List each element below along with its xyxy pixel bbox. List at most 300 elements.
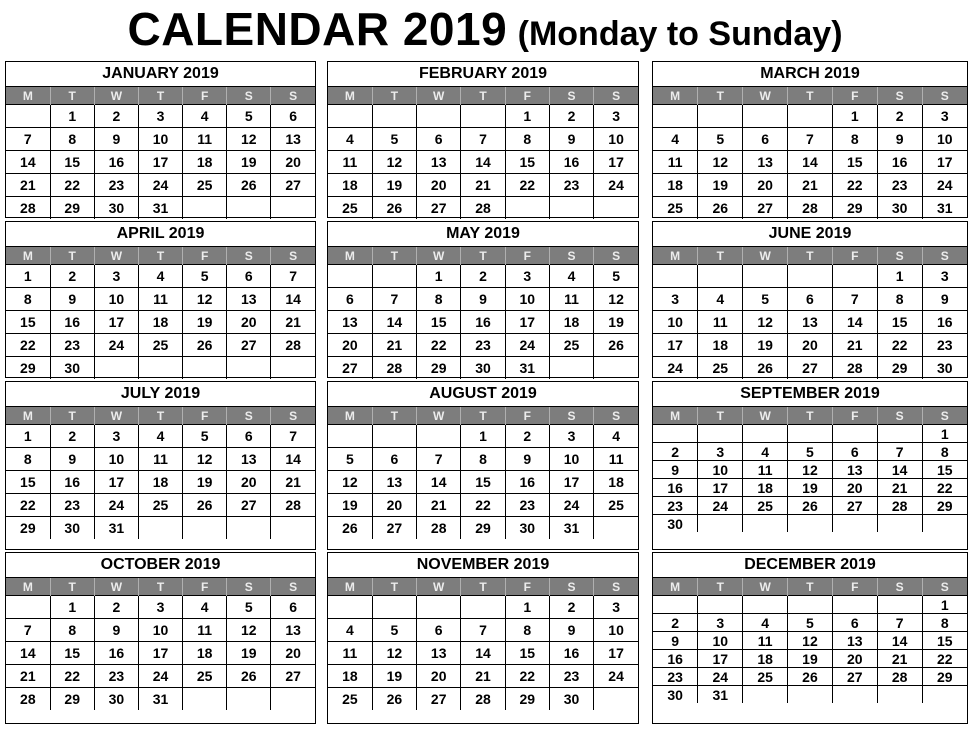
weekday-label: T	[698, 407, 743, 425]
day-cell: 12	[227, 619, 271, 642]
day-cell: 22	[922, 479, 967, 497]
week-row	[328, 494, 638, 517]
week-row	[328, 642, 638, 665]
day-cell: 30	[505, 517, 549, 540]
empty-day-cell	[922, 515, 967, 533]
month-title: JULY 2019	[6, 382, 315, 407]
day-cell: 8	[505, 128, 549, 151]
day-cell: 19	[183, 311, 227, 334]
day-cell: 21	[417, 494, 461, 517]
empty-day-cell	[788, 105, 833, 128]
day-cell: 20	[417, 174, 461, 197]
weekday-label: W	[94, 87, 138, 105]
weekday-label: S	[877, 87, 922, 105]
day-cell: 26	[328, 517, 372, 540]
day-cell: 29	[877, 357, 922, 380]
day-cell: 9	[549, 619, 593, 642]
day-cell: 21	[877, 479, 922, 497]
empty-day-cell	[698, 596, 743, 614]
day-cell: 17	[594, 151, 638, 174]
day-cell: 28	[832, 357, 877, 380]
weekday-label: T	[461, 87, 505, 105]
day-cell: 23	[922, 334, 967, 357]
day-cell: 13	[227, 288, 271, 311]
day-cell: 24	[594, 665, 638, 688]
day-cell: 3	[94, 425, 138, 448]
day-cell: 29	[922, 497, 967, 515]
day-cell: 11	[328, 642, 372, 665]
day-cell: 16	[877, 151, 922, 174]
weekday-header-row	[653, 87, 967, 105]
weekday-label: F	[832, 578, 877, 596]
day-cell: 4	[183, 105, 227, 128]
day-cell: 23	[505, 494, 549, 517]
day-cell: 21	[271, 471, 315, 494]
weekday-label: S	[549, 87, 593, 105]
day-cell: 3	[653, 288, 698, 311]
day-cell: 19	[227, 642, 271, 665]
weekday-label: T	[50, 247, 94, 265]
day-cell: 27	[372, 517, 416, 540]
day-cell: 28	[417, 517, 461, 540]
day-cell: 24	[505, 334, 549, 357]
empty-day-cell	[832, 265, 877, 288]
day-cell: 22	[6, 494, 50, 517]
day-cell: 6	[271, 105, 315, 128]
day-cell: 27	[227, 334, 271, 357]
day-cell: 7	[461, 128, 505, 151]
day-cell: 26	[372, 197, 416, 220]
day-cell: 12	[788, 632, 833, 650]
day-cell: 22	[922, 650, 967, 668]
day-cell: 8	[50, 619, 94, 642]
day-cell: 29	[922, 668, 967, 686]
day-cell: 10	[922, 128, 967, 151]
day-cell: 1	[50, 596, 94, 619]
weekday-label: S	[227, 578, 271, 596]
week-row	[6, 288, 315, 311]
weekday-label: S	[271, 247, 315, 265]
day-cell: 6	[417, 128, 461, 151]
day-cell: 18	[183, 151, 227, 174]
day-cell: 1	[6, 265, 50, 288]
day-cell: 15	[877, 311, 922, 334]
day-cell: 8	[832, 128, 877, 151]
day-cell: 24	[138, 174, 182, 197]
day-cell: 4	[743, 614, 788, 632]
day-cell: 30	[877, 197, 922, 220]
month-title: JANUARY 2019	[6, 62, 315, 87]
weekday-label: S	[271, 87, 315, 105]
day-cell: 10	[594, 619, 638, 642]
day-cell: 26	[743, 357, 788, 380]
weekday-label: T	[788, 407, 833, 425]
day-cell: 23	[877, 174, 922, 197]
day-cell: 13	[328, 311, 372, 334]
weekday-label: F	[832, 247, 877, 265]
day-cell: 26	[788, 497, 833, 515]
day-cell: 9	[94, 619, 138, 642]
day-cell: 5	[183, 265, 227, 288]
empty-day-cell	[6, 596, 50, 619]
day-cell: 17	[594, 642, 638, 665]
weekday-label: M	[328, 87, 372, 105]
day-cell: 14	[877, 632, 922, 650]
day-cell: 25	[743, 668, 788, 686]
day-cell: 23	[461, 334, 505, 357]
week-row	[328, 311, 638, 334]
weekday-label: M	[6, 578, 50, 596]
week-row	[328, 688, 638, 711]
empty-day-cell	[227, 197, 271, 220]
day-cell: 19	[372, 174, 416, 197]
weekday-label: S	[594, 247, 638, 265]
day-cell: 27	[743, 197, 788, 220]
day-cell: 5	[788, 443, 833, 461]
day-cell: 13	[832, 461, 877, 479]
week-row	[6, 448, 315, 471]
weekday-header-row	[6, 407, 315, 425]
day-cell: 16	[94, 151, 138, 174]
day-cell: 24	[549, 494, 593, 517]
day-cell: 6	[227, 265, 271, 288]
weekday-label: F	[505, 87, 549, 105]
month-title: SEPTEMBER 2019	[653, 382, 967, 407]
day-cell: 27	[832, 497, 877, 515]
month-block	[327, 221, 639, 378]
week-row	[6, 105, 315, 128]
day-cell: 21	[6, 174, 50, 197]
weekday-header-row	[328, 247, 638, 265]
day-cell: 9	[877, 128, 922, 151]
empty-day-cell	[594, 517, 638, 540]
weekday-header-row	[328, 578, 638, 596]
empty-day-cell	[832, 425, 877, 443]
weekday-label: S	[271, 407, 315, 425]
day-cell: 24	[653, 357, 698, 380]
empty-day-cell	[271, 688, 315, 711]
weekday-label: W	[743, 407, 788, 425]
day-cell: 1	[877, 265, 922, 288]
week-row	[328, 665, 638, 688]
day-cell: 25	[328, 688, 372, 711]
weekday-label: S	[922, 578, 967, 596]
day-cell: 20	[271, 151, 315, 174]
day-cell: 26	[227, 665, 271, 688]
day-cell: 20	[328, 334, 372, 357]
day-cell: 9	[653, 632, 698, 650]
day-cell: 6	[417, 619, 461, 642]
day-cell: 7	[271, 265, 315, 288]
day-cell: 7	[788, 128, 833, 151]
day-cell: 18	[653, 174, 698, 197]
day-cell: 10	[549, 448, 593, 471]
day-cell: 23	[653, 668, 698, 686]
empty-day-cell	[788, 425, 833, 443]
day-cell: 22	[50, 665, 94, 688]
week-row	[653, 686, 967, 704]
weekday-label: T	[788, 578, 833, 596]
day-cell: 30	[50, 517, 94, 540]
day-cell: 22	[832, 174, 877, 197]
day-cell: 4	[594, 425, 638, 448]
empty-day-cell	[227, 688, 271, 711]
week-row	[653, 668, 967, 686]
day-cell: 24	[138, 665, 182, 688]
day-cell: 5	[227, 596, 271, 619]
day-cell: 11	[138, 288, 182, 311]
day-cell: 22	[461, 494, 505, 517]
empty-day-cell	[832, 515, 877, 533]
month-title: FEBRUARY 2019	[328, 62, 638, 87]
week-row	[328, 357, 638, 380]
day-cell: 25	[698, 357, 743, 380]
day-cell: 2	[653, 614, 698, 632]
month-title: AUGUST 2019	[328, 382, 638, 407]
week-row	[328, 596, 638, 619]
day-cell: 15	[6, 311, 50, 334]
week-row	[653, 288, 967, 311]
day-cell: 12	[743, 311, 788, 334]
week-row	[328, 288, 638, 311]
week-row	[328, 425, 638, 448]
weekday-label: T	[698, 578, 743, 596]
week-row	[653, 334, 967, 357]
day-cell: 18	[183, 642, 227, 665]
day-cell: 4	[328, 128, 372, 151]
day-cell: 13	[417, 642, 461, 665]
month-block	[652, 61, 968, 218]
weekday-label: M	[328, 578, 372, 596]
day-cell: 7	[6, 619, 50, 642]
day-cell: 22	[6, 334, 50, 357]
empty-day-cell	[788, 515, 833, 533]
day-cell: 2	[461, 265, 505, 288]
empty-day-cell	[461, 105, 505, 128]
empty-day-cell	[549, 357, 593, 380]
weekday-label: T	[138, 87, 182, 105]
day-cell: 2	[50, 265, 94, 288]
day-cell: 5	[698, 128, 743, 151]
day-cell: 25	[138, 334, 182, 357]
day-cell: 31	[698, 686, 743, 704]
day-cell: 28	[877, 668, 922, 686]
day-cell: 1	[505, 105, 549, 128]
day-cell: 11	[743, 461, 788, 479]
day-cell: 1	[505, 596, 549, 619]
day-cell: 20	[832, 479, 877, 497]
month-table	[653, 407, 967, 532]
month-table	[6, 407, 315, 539]
empty-day-cell	[271, 517, 315, 540]
empty-day-cell	[788, 686, 833, 704]
day-cell: 26	[788, 668, 833, 686]
month-block	[5, 221, 316, 378]
day-cell: 28	[461, 688, 505, 711]
day-cell: 14	[832, 311, 877, 334]
day-cell: 10	[594, 128, 638, 151]
week-row	[6, 197, 315, 220]
weekday-label: T	[372, 578, 416, 596]
day-cell: 29	[832, 197, 877, 220]
empty-day-cell	[743, 596, 788, 614]
week-row	[653, 151, 967, 174]
day-cell: 11	[743, 632, 788, 650]
week-row	[6, 311, 315, 334]
empty-day-cell	[698, 425, 743, 443]
day-cell: 15	[505, 642, 549, 665]
week-row	[6, 425, 315, 448]
weekday-label: W	[743, 87, 788, 105]
day-cell: 18	[328, 665, 372, 688]
day-cell: 21	[461, 665, 505, 688]
day-cell: 14	[6, 151, 50, 174]
empty-day-cell	[183, 357, 227, 380]
weekday-label: M	[653, 578, 698, 596]
day-cell: 16	[94, 642, 138, 665]
day-cell: 24	[922, 174, 967, 197]
day-cell: 9	[505, 448, 549, 471]
day-cell: 10	[138, 619, 182, 642]
empty-day-cell	[922, 686, 967, 704]
day-cell: 10	[94, 288, 138, 311]
weekday-header-row	[6, 578, 315, 596]
day-cell: 21	[788, 174, 833, 197]
week-row	[6, 688, 315, 711]
day-cell: 29	[6, 357, 50, 380]
day-cell: 11	[183, 619, 227, 642]
day-cell: 31	[94, 517, 138, 540]
day-cell: 2	[549, 596, 593, 619]
empty-day-cell	[417, 105, 461, 128]
month-table	[328, 87, 638, 219]
day-cell: 22	[50, 174, 94, 197]
day-cell: 14	[788, 151, 833, 174]
day-cell: 18	[138, 311, 182, 334]
day-cell: 26	[183, 334, 227, 357]
day-cell: 30	[922, 357, 967, 380]
weekday-label: M	[328, 247, 372, 265]
title-main: CALENDAR 2019	[127, 3, 508, 55]
week-row	[328, 151, 638, 174]
empty-day-cell	[653, 596, 698, 614]
day-cell: 16	[50, 311, 94, 334]
month-title: NOVEMBER 2019	[328, 553, 638, 578]
day-cell: 2	[50, 425, 94, 448]
day-cell: 27	[271, 665, 315, 688]
day-cell: 26	[227, 174, 271, 197]
day-cell: 18	[138, 471, 182, 494]
day-cell: 11	[594, 448, 638, 471]
day-cell: 3	[594, 596, 638, 619]
day-cell: 6	[832, 614, 877, 632]
day-cell: 29	[50, 197, 94, 220]
week-row	[6, 642, 315, 665]
day-cell: 18	[549, 311, 593, 334]
day-cell: 14	[461, 642, 505, 665]
weekday-label: S	[549, 407, 593, 425]
day-cell: 19	[788, 479, 833, 497]
day-cell: 12	[594, 288, 638, 311]
empty-day-cell	[417, 425, 461, 448]
empty-day-cell	[328, 265, 372, 288]
week-row	[653, 596, 967, 614]
day-cell: 23	[94, 174, 138, 197]
day-cell: 5	[788, 614, 833, 632]
day-cell: 10	[94, 448, 138, 471]
weekday-label: T	[461, 578, 505, 596]
day-cell: 23	[653, 497, 698, 515]
week-row	[6, 665, 315, 688]
day-cell: 16	[505, 471, 549, 494]
day-cell: 9	[94, 128, 138, 151]
week-row	[653, 443, 967, 461]
day-cell: 28	[271, 334, 315, 357]
weekday-label: W	[417, 407, 461, 425]
day-cell: 10	[653, 311, 698, 334]
empty-day-cell	[877, 425, 922, 443]
day-cell: 16	[653, 650, 698, 668]
month-block	[5, 381, 316, 550]
week-row	[6, 517, 315, 540]
month-title: DECEMBER 2019	[653, 553, 967, 578]
day-cell: 25	[653, 197, 698, 220]
day-cell: 26	[698, 197, 743, 220]
empty-day-cell	[743, 265, 788, 288]
day-cell: 12	[698, 151, 743, 174]
weekday-label: W	[417, 87, 461, 105]
day-cell: 3	[138, 596, 182, 619]
day-cell: 26	[183, 494, 227, 517]
day-cell: 22	[417, 334, 461, 357]
week-row	[328, 517, 638, 540]
month-table	[328, 407, 638, 539]
empty-day-cell	[6, 105, 50, 128]
week-row	[6, 494, 315, 517]
month-block	[327, 552, 639, 724]
empty-day-cell	[594, 688, 638, 711]
day-cell: 20	[372, 494, 416, 517]
weekday-label: W	[417, 578, 461, 596]
weekday-label: S	[877, 578, 922, 596]
day-cell: 28	[6, 688, 50, 711]
week-row	[6, 174, 315, 197]
week-row	[328, 619, 638, 642]
day-cell: 5	[227, 105, 271, 128]
day-cell: 21	[877, 650, 922, 668]
day-cell: 1	[922, 596, 967, 614]
day-cell: 11	[698, 311, 743, 334]
week-row	[328, 471, 638, 494]
day-cell: 2	[653, 443, 698, 461]
day-cell: 3	[505, 265, 549, 288]
empty-day-cell	[594, 197, 638, 220]
weekday-label: S	[227, 87, 271, 105]
weekday-label: M	[328, 407, 372, 425]
day-cell: 28	[372, 357, 416, 380]
day-cell: 11	[138, 448, 182, 471]
day-cell: 27	[328, 357, 372, 380]
day-cell: 2	[505, 425, 549, 448]
weekday-label: S	[271, 578, 315, 596]
empty-day-cell	[183, 197, 227, 220]
empty-day-cell	[328, 105, 372, 128]
day-cell: 21	[832, 334, 877, 357]
day-cell: 5	[372, 619, 416, 642]
day-cell: 4	[743, 443, 788, 461]
day-cell: 24	[698, 668, 743, 686]
day-cell: 1	[922, 425, 967, 443]
